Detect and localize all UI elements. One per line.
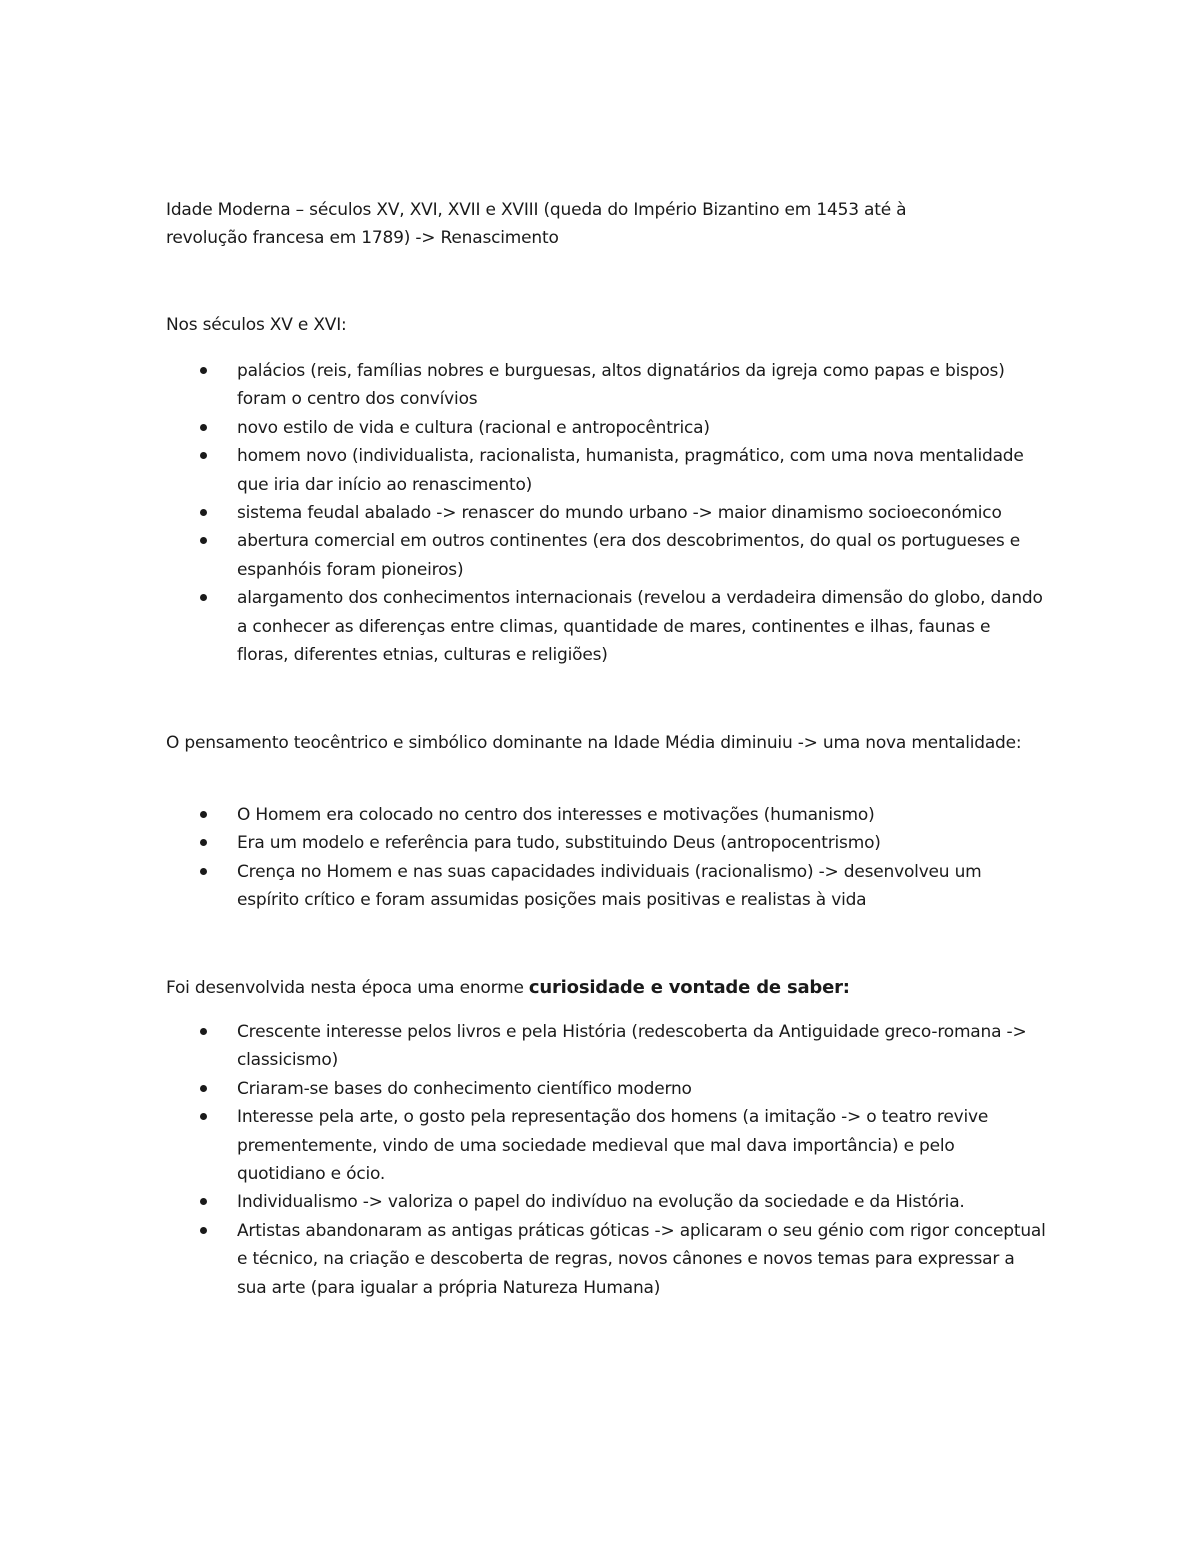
bullet-icon (200, 811, 207, 818)
intro-line-1: Idade Moderna – séculos XV, XVI, XVII e XVIII (queda do Império Bizantino em 1453 até à (166, 200, 907, 220)
section2-heading: O pensamento teocêntrico e simbólico dominante na Idade Média diminuiu -> uma nova mentalidade: (166, 733, 1022, 753)
list-item: Crença no Homem e nas suas capacidades individuais (racionalismo) -> desenvolveu um espírito crítico e foram assumidas posições mais positivas e realistas à vida (166, 858, 1046, 915)
list-item: Interesse pela arte, o gosto pela representação dos homens (a imitação -> o teatro revive prementemente, vindo de uma sociedade medieval que mal dava importância) e pelo quotidiano e ócio. (166, 1103, 1046, 1188)
section1-list (166, 357, 1046, 669)
list-item: Era um modelo e referência para tudo, substituindo Deus (antropocentrismo) (166, 829, 1046, 857)
bullet-icon (200, 594, 207, 601)
bullet-icon (200, 1085, 207, 1092)
bullet-icon (200, 839, 207, 846)
list-item: Criaram-se bases do conhecimento científico moderno (166, 1075, 1046, 1103)
bullet-icon (200, 424, 207, 431)
list-item: Individualismo -> valoriza o papel do indivíduo na evolução da sociedade e da História. (166, 1188, 1046, 1216)
list-item: homem novo (individualista, racionalista, humanista, pragmático, com uma nova mentalidade que iria dar início ao renascimento) (166, 442, 1046, 499)
bullet-icon (200, 452, 207, 459)
intro-paragraph (166, 196, 1046, 253)
bullet-icon (200, 1028, 207, 1035)
bullet-icon (200, 868, 207, 875)
list-item: novo estilo de vida e cultura (racional e antropocêntrica) (166, 414, 1046, 442)
bullet-icon (200, 1113, 207, 1120)
list-item: Artistas abandonaram as antigas práticas góticas -> aplicaram o seu génio com rigor conceptual e técnico, na criação e descoberta de regras, novos cânones e novos temas para expressar a sua arte (para igualar a própria Natureza Humana) (166, 1217, 1046, 1302)
list-item: palácios (reis, famílias nobres e burguesas, altos dignatários da igreja como papas e bispos) foram o centro dos convívios (166, 357, 1046, 414)
bullet-icon (200, 537, 207, 544)
bullet-icon (200, 1198, 207, 1205)
section3-list (166, 1018, 1046, 1302)
section3-heading-bold: curiosidade e vontade de saber: (528, 977, 850, 998)
list-item: sistema feudal abalado -> renascer do mundo urbano -> maior dinamismo socioeconómico (166, 499, 1046, 527)
bullet-icon (200, 1227, 207, 1234)
list-item: O Homem era colocado no centro dos interesses e motivações (humanismo) (166, 801, 1046, 829)
list-item: alargamento dos conhecimentos internacionais (revelou a verdadeira dimensão do globo, dando a conhecer as diferenças entre climas, quantidade de mares, continentes e ilhas, faunas e floras, diferentes etnias, culturas e religiões) (166, 584, 1046, 669)
section3-heading (166, 974, 1046, 1002)
bullet-icon (200, 509, 207, 516)
intro-line-2: revolução francesa em 1789) -> Renascimento (166, 228, 559, 249)
list-item: abertura comercial em outros continentes (era dos descobrimentos, do qual os portugueses e espanhóis foram pioneiros) (166, 527, 1046, 584)
section1-heading: Nos séculos XV e XVI: (166, 315, 347, 335)
section3-heading-prefix: Foi desenvolvida nesta época uma enorme (166, 978, 529, 998)
list-item: Crescente interesse pelos livros e pela História (redescoberta da Antiguidade greco-romana -> classicismo) (166, 1018, 1046, 1075)
section2-list (166, 801, 1046, 915)
bullet-icon (200, 367, 207, 374)
